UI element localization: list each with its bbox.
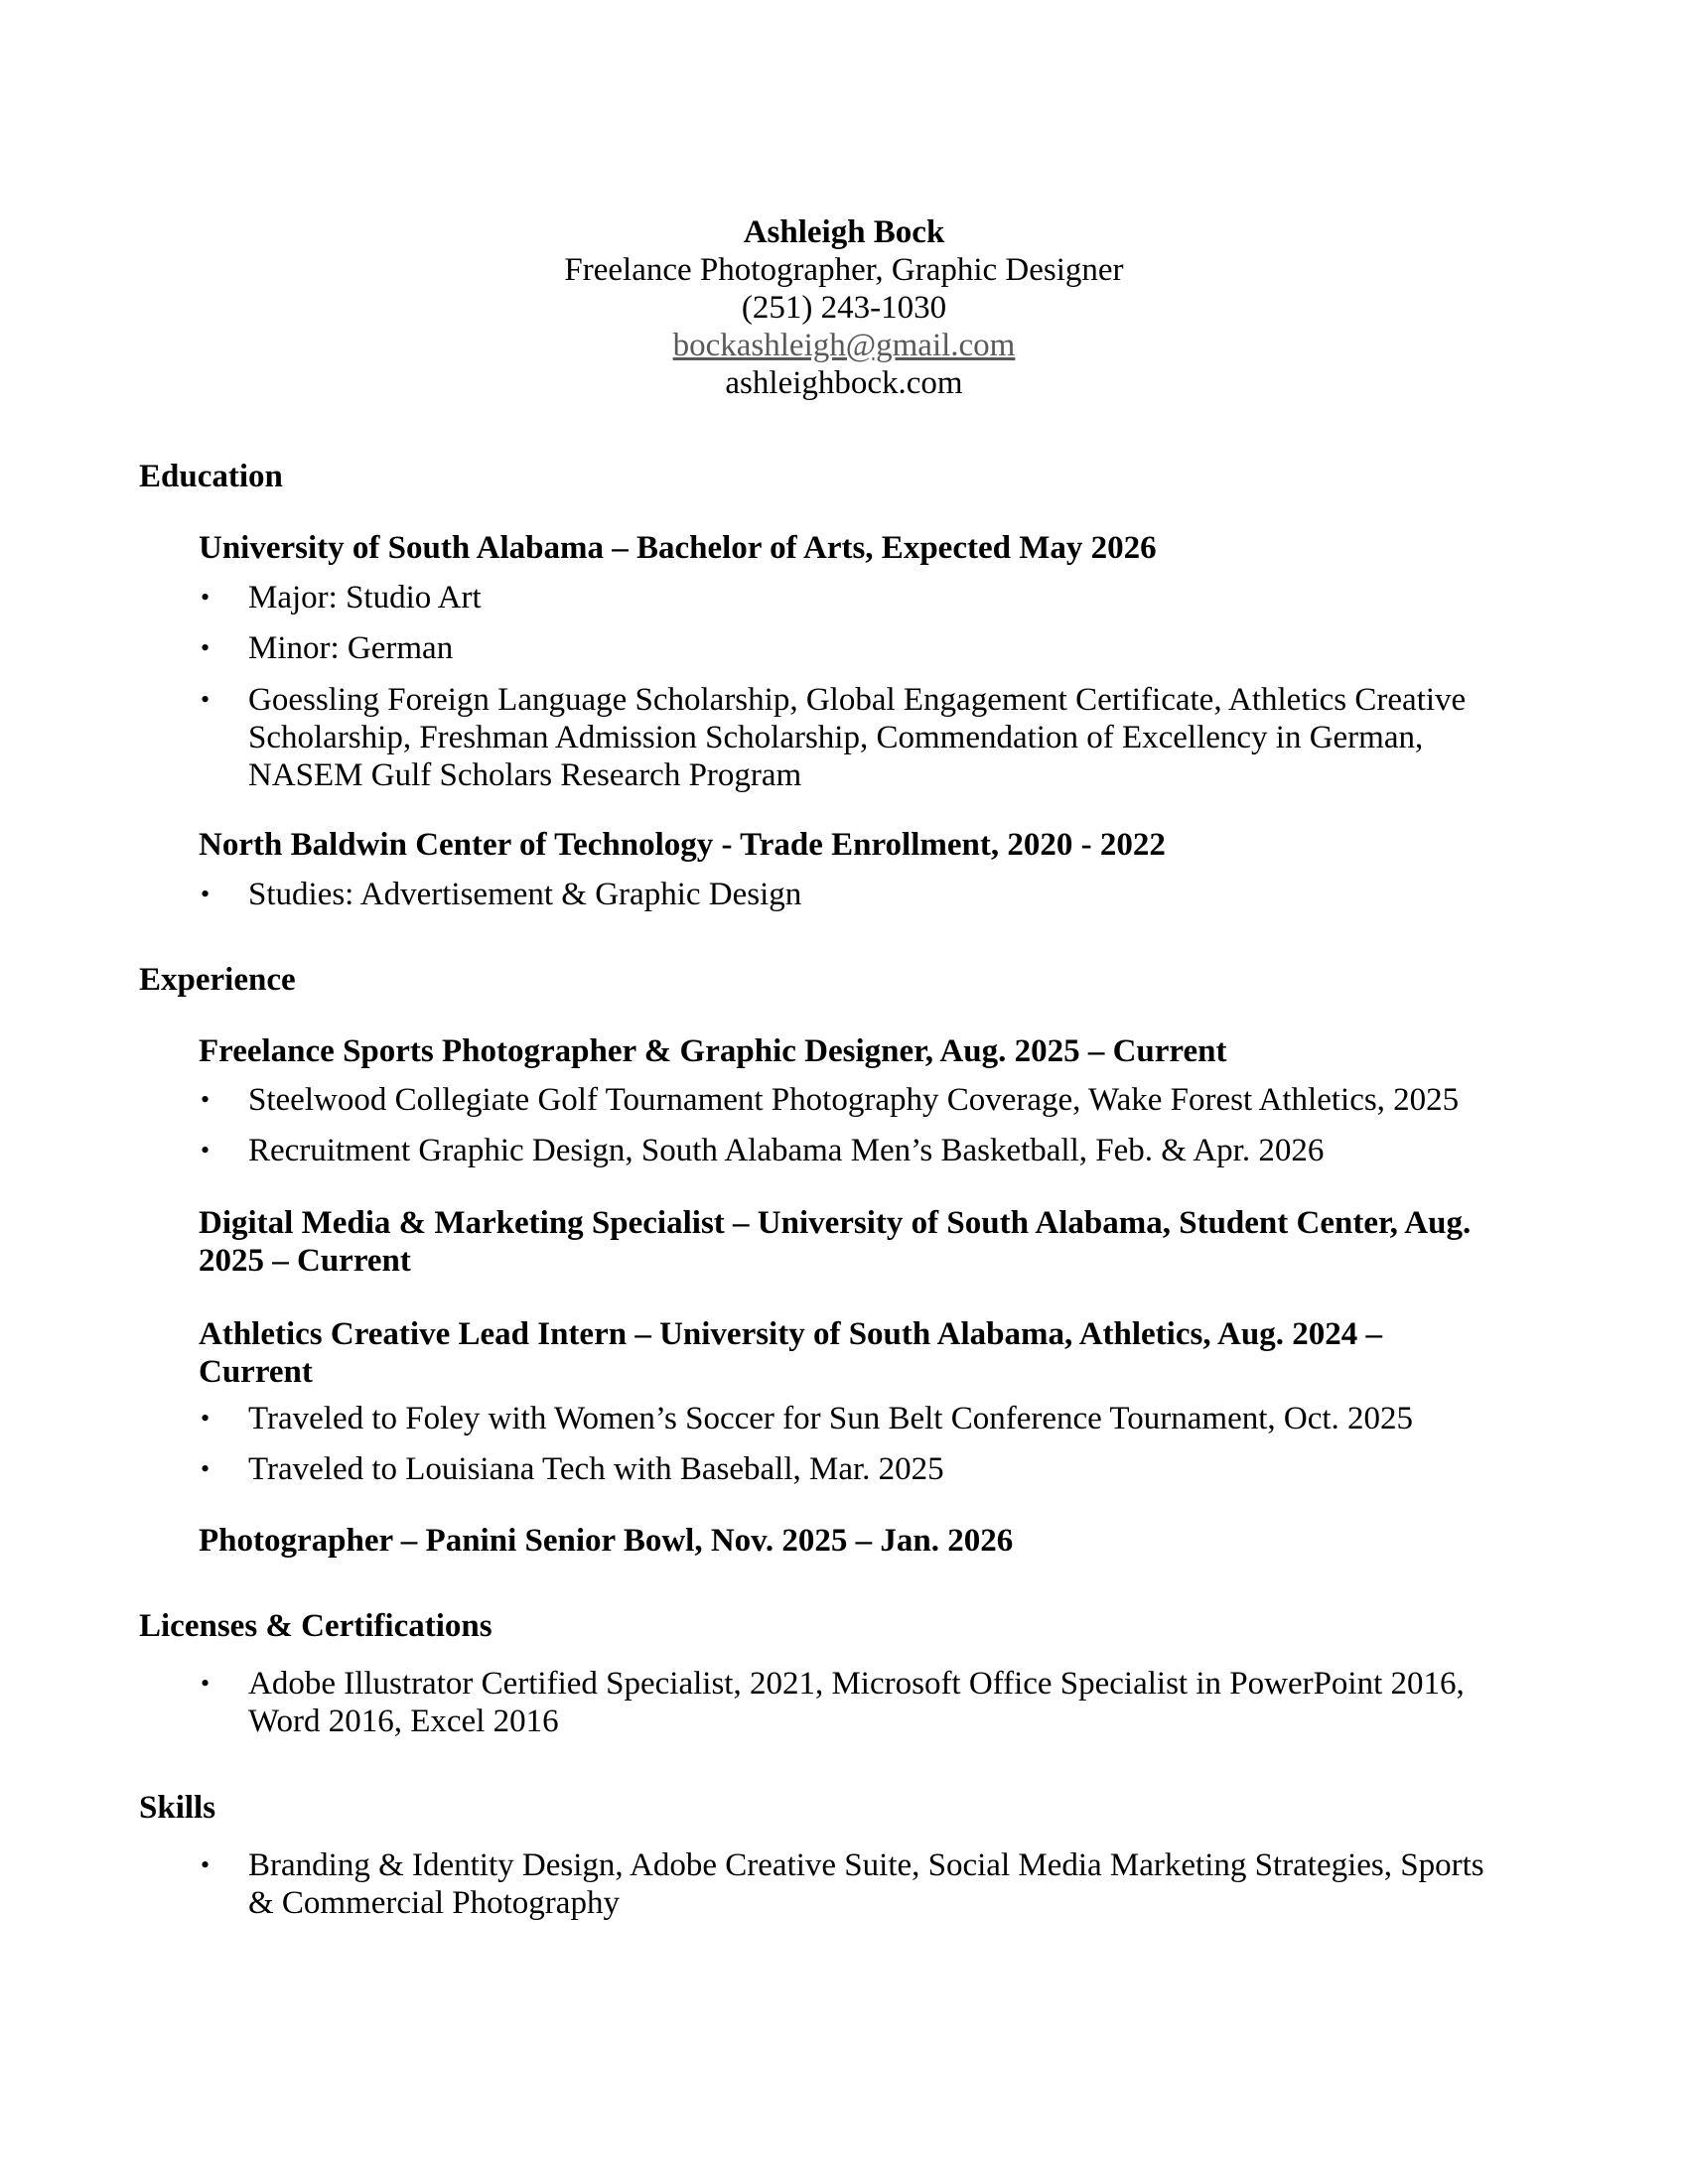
licenses-bullet: • Adobe Illustrator Certified Specialist, 2021, Microsoft Office Specialist in PowerPoint 2016, Word 2016, Excel 2016 xyxy=(201,1666,1465,1739)
bullet-icon: • xyxy=(201,880,211,908)
education-bullet: • Studies: Advertisement & Graphic Design xyxy=(201,877,802,912)
experience-entry-title: Athletics Creative Lead Intern – University of South Alabama, Athletics, Aug. 2024 – Current xyxy=(199,1316,1382,1390)
experience-bullet: • Traveled to Louisiana Tech with Baseball, Mar. 2025 xyxy=(201,1451,944,1487)
candidate-email-link[interactable]: bockashleigh@gmail.com xyxy=(672,328,1016,363)
education-bullet: • Goessling Foreign Language Scholarship, Global Engagement Certificate, Athletics Creative Scholarship, Freshman Admission Scholarship, Commendation of Excellency in German, NASEM Gulf Scholars Research Program xyxy=(201,682,1467,793)
bullet-icon: • xyxy=(201,1136,211,1164)
bullet-icon: • xyxy=(201,1404,211,1433)
experience-entry-title: Freelance Sports Photographer & Graphic Designer, Aug. 2025 – Current xyxy=(199,1033,1227,1069)
bullet-icon: • xyxy=(201,1669,211,1698)
education-heading: Education xyxy=(139,459,283,494)
resume-header xyxy=(0,213,1688,402)
experience-bullet: • Recruitment Graphic Design, South Alabama Men’s Basketball, Feb. & Apr. 2026 xyxy=(201,1133,1325,1168)
experience-heading: Experience xyxy=(139,962,296,998)
experience-entry-title: Photographer – Panini Senior Bowl, Nov. 2025 – Jan. 2026 xyxy=(199,1523,1014,1559)
bullet-icon: • xyxy=(201,1850,211,1879)
licenses-heading: Licenses & Certifications xyxy=(139,1608,492,1644)
education-bullet: • Major: Studio Art xyxy=(201,580,482,615)
candidate-website: ashleighbock.com xyxy=(725,365,963,401)
candidate-name: Ashleigh Bock xyxy=(743,214,945,250)
experience-entry-title: Digital Media & Marketing Specialist – University of South Alabama, Student Center, Aug. 2025 – Current xyxy=(199,1205,1472,1279)
skills-heading: Skills xyxy=(139,1790,216,1826)
experience-bullet: • Steelwood Collegiate Golf Tournament Photography Coverage, Wake Forest Athletics, 2025 xyxy=(201,1082,1460,1118)
bullet-icon: • xyxy=(201,1085,211,1114)
candidate-phone: (251) 243-1030 xyxy=(741,290,947,326)
bullet-icon: • xyxy=(201,1454,211,1483)
candidate-title: Freelance Photographer, Graphic Designer xyxy=(564,252,1124,288)
education-bullet: • Minor: German xyxy=(201,630,454,666)
education-entry-title: North Baldwin Center of Technology - Trade Enrollment, 2020 - 2022 xyxy=(199,827,1166,863)
bullet-icon: • xyxy=(201,633,211,662)
experience-bullet: • Traveled to Foley with Women’s Soccer for Sun Belt Conference Tournament, Oct. 2025 xyxy=(201,1401,1414,1436)
education-entry-title: University of South Alabama – Bachelor of Arts, Expected May 2026 xyxy=(199,530,1157,566)
bullet-icon: • xyxy=(201,583,211,612)
skills-bullet: • Branding & Identity Design, Adobe Creative Suite, Social Media Marketing Strategies, Sports & Commercial Photography xyxy=(201,1847,1484,1921)
bullet-icon: • xyxy=(201,685,211,714)
